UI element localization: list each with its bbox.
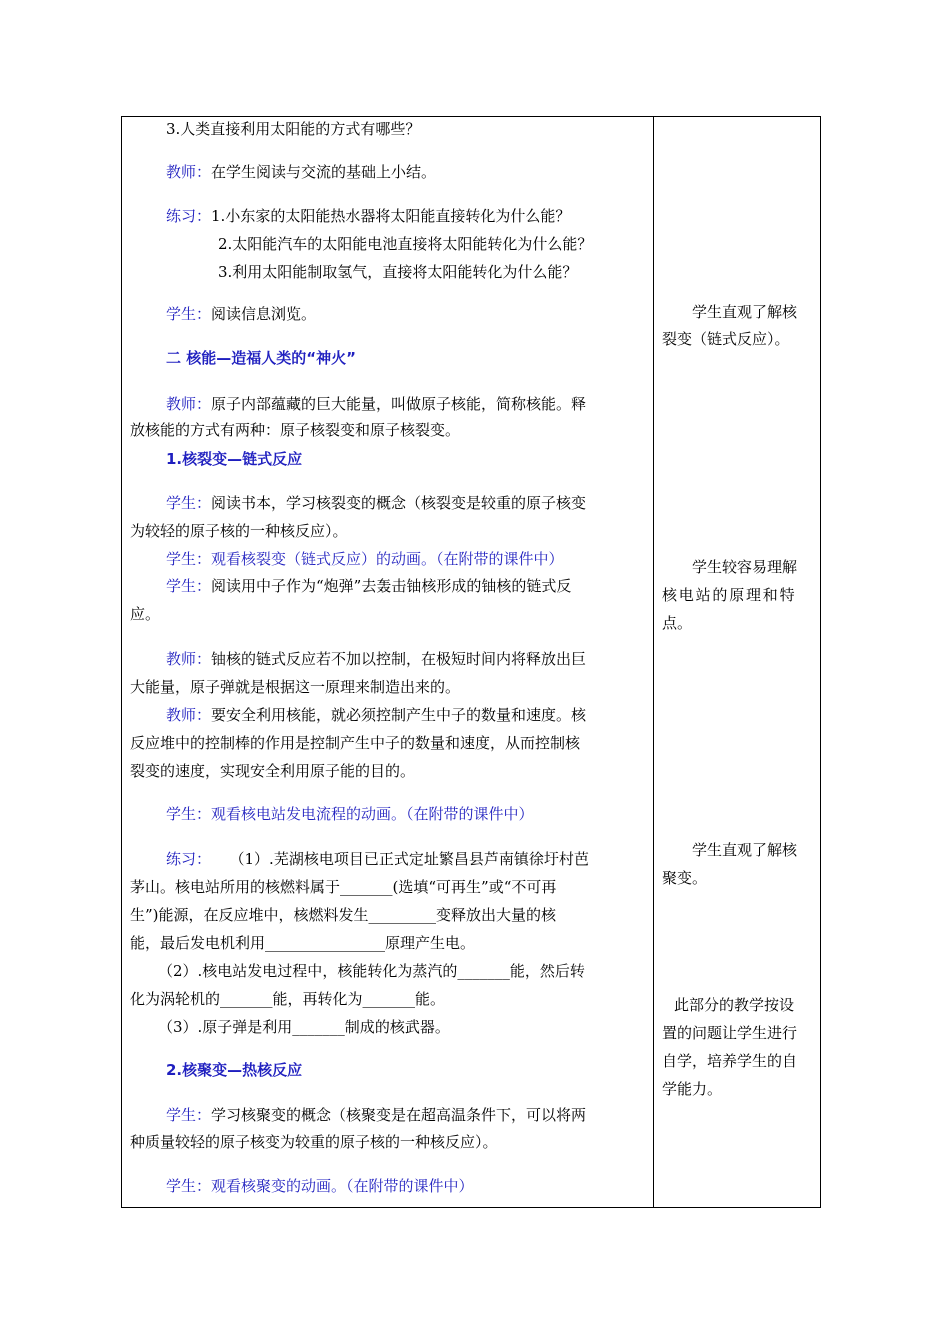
student-watch-fission: 学生：观看核裂变（链式反应）的动画。（在附带的课件中） xyxy=(166,550,564,568)
column-divider xyxy=(653,117,654,1207)
student-fission-line1: 学生：阅读书本，学习核裂变的概念（核裂变是较重的原子核变 xyxy=(166,494,587,512)
note-3-line2: 聚变。 xyxy=(662,869,708,887)
student-fusion-line1: 学生：学习核聚变的概念（核聚变是在超高温条件下，可以将两 xyxy=(166,1106,587,1124)
student-watch-fusion: 学生：观看核聚变的动画。（在附带的课件中） xyxy=(166,1177,474,1195)
exercise-1-line2: 茅山。核电站所用的核燃料属于_______(选填“可再生”或“不可再 xyxy=(130,878,557,896)
note-4-line2: 置的问题让学生进行 xyxy=(662,1024,798,1042)
fission-heading: 1.核裂变—链式反应 xyxy=(166,450,303,468)
note-4-line1: 此部分的教学按设 xyxy=(674,996,795,1014)
exercise-2-line1: （2）.核电站发电过程中，核能转化为蒸汽的_______能，然后转 xyxy=(158,962,585,980)
student-chain-line2: 应。 xyxy=(130,605,161,623)
exercise-1-line1: 练习： （1）.芜湖核电项目已正式定址繁昌县芦南镇徐圩村芭 xyxy=(166,850,589,868)
exercise-1-line3: 生”)能源，在反应堆中，核燃料发生_________变释放出大量的核 xyxy=(130,906,557,924)
teacher-nuclear-line1: 教师：原子内部蕴藏的巨大能量，叫做原子核能，简称核能。释 xyxy=(166,395,587,413)
note-3-line1: 学生直观了解核 xyxy=(692,841,798,859)
teacher-chain-line1: 教师：铀核的链式反应若不加以控制，在极短时间内将释放出巨 xyxy=(166,650,587,668)
practice-item-3: 3.利用太阳能制取氢气，直接将太阳能转化为什么能？ xyxy=(218,263,578,281)
note-2-line1: 学生较容易理解 xyxy=(692,558,798,576)
section-heading-nuclear: 二 核能—造福人类的“神火” xyxy=(166,349,356,367)
practice-item-1: 练习：1.小东家的太阳能热水器将太阳能直接转化为什么能？ xyxy=(166,207,571,225)
exercise-3-line1: （3）.原子弹是利用_______制成的核武器。 xyxy=(158,1018,450,1036)
exercise-2-line2: 化为涡轮机的_______能，再转化为_______能。 xyxy=(130,990,446,1008)
student-fission-line2: 为较轻的原子核的一种核反应）。 xyxy=(130,522,348,540)
content-column xyxy=(130,117,646,1207)
notes-column xyxy=(662,117,814,1207)
teacher-safe-line1: 教师：要安全利用核能，就必须控制产生中子的数量和速度。核 xyxy=(166,706,587,724)
student-chain-line1: 学生：阅读用中子作为“炮弹”去轰击铀核形成的铀核的链式反 xyxy=(166,577,572,595)
note-1-line2: 裂变（链式反应）。 xyxy=(662,330,790,348)
practice-item-2: 2.太阳能汽车的太阳能电池直接将太阳能转化为什么能？ xyxy=(218,235,593,253)
teacher-nuclear-line2: 放核能的方式有两种：原子核裂变和原子核裂变。 xyxy=(130,421,461,439)
note-4-line3: 自学，培养学生的自 xyxy=(662,1052,798,1070)
exercise-1-line4: 能，最后发电机利用________________原理产生电。 xyxy=(130,934,476,952)
note-2-line2: 核电站的原理和特 xyxy=(662,586,797,604)
fusion-heading: 2.核聚变—热核反应 xyxy=(166,1061,303,1079)
note-4-line4: 学能力。 xyxy=(662,1080,723,1098)
question-3: 3.人类直接利用太阳能的方式有哪些？ xyxy=(166,120,421,138)
student-fusion-line2: 种质量较轻的原子核变为较重的原子核的一种核反应）。 xyxy=(130,1133,498,1151)
teacher-chain-line2: 大能量，原子弹就是根据这一原理来制造出来的。 xyxy=(130,678,461,696)
lesson-table xyxy=(121,116,821,1208)
note-2-line3: 点。 xyxy=(662,614,693,632)
student-watch-plant: 学生：观看核电站发电流程的动画。（在附带的课件中） xyxy=(166,805,534,823)
teacher-safe-line2: 反应堆中的控制棒的作用是控制产生中子的数量和速度，从而控制核 xyxy=(130,734,581,752)
student-browse: 学生：阅读信息浏览。 xyxy=(166,305,317,323)
teacher-summary: 教师：在学生阅读与交流的基础上小结。 xyxy=(166,163,437,181)
note-1-line1: 学生直观了解核 xyxy=(692,303,798,321)
teacher-safe-line3: 裂变的速度，实现安全利用原子能的目的。 xyxy=(130,762,416,780)
